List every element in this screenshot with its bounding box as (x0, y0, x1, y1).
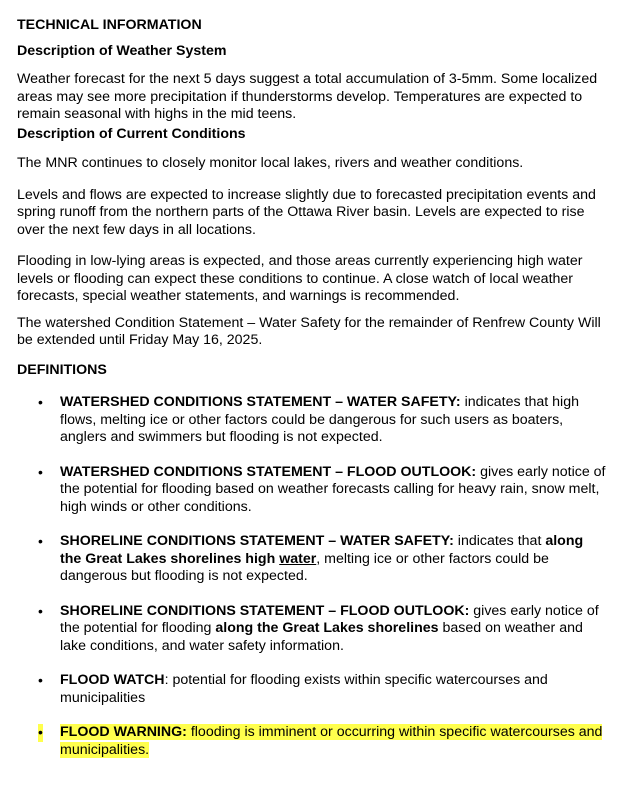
definition-term: WATERSHED CONDITIONS STATEMENT – FLOOD OUTLOOK: (60, 463, 477, 480)
definition-text: indicates that (453, 533, 546, 549)
definition-term: SHORELINE CONDITIONS STATEMENT – WATER SAFETY: (60, 533, 454, 549)
bullet-icon: • (38, 672, 43, 688)
definition-item-watershed-water-safety (17, 394, 607, 447)
conditions-paragraph-3: Flooding in low-lying areas is expected, and those areas currently experiencing high water levels or flooding can expect these conditions to continue. A close watch of local weather forecasts, special weather statements, and warnings is recommended. (17, 253, 583, 304)
bullet-icon: • (38, 533, 43, 549)
conditions-paragraph-4: The watershed Condition Statement – Water Safety for the remainder of Renfrew County Will be extended until Friday May 16, 2025. (17, 314, 601, 348)
definition-term: FLOOD WARNING: (60, 724, 187, 740)
definition-term: WATERSHED CONDITIONS STATEMENT – WATER SAFETY: (60, 394, 461, 410)
bullet-icon: • (38, 724, 43, 740)
definition-text: gives early notice of the potential for flooding based on weather forecasts calling for heavy rain, snow melt, high winds or other conditions. (60, 463, 606, 515)
definition-emphasis: along the Great Lakes shorelines high (60, 533, 584, 567)
definition-text-continued: based on weather and lake conditions, and water safety information. (60, 620, 583, 654)
definition-item-watershed-flood-outlook (17, 464, 607, 517)
definition-emphasis: along the Great Lakes shorelines (215, 620, 439, 636)
definition-item-flood-warning (17, 724, 607, 759)
weather-system-heading: Description of Weather System (17, 42, 227, 59)
definition-text-continued: , melting ice or other factors could be dangerous but flooding is not expected. (60, 550, 549, 584)
conditions-paragraph-2: Levels and flows are expected to increase slightly due to forecasted precipitation events and spring runoff from the northern parts of the Ottawa River basin. Levels are expected to rise over the next few days in all locations. (17, 186, 596, 238)
definitions-heading: DEFINITIONS (17, 361, 107, 378)
definition-text: indicates that high flows, melting ice or other factors could be dangerous for such users as boaters, anglers and swimmers but flooding is not expected. (60, 394, 579, 445)
definition-text: flooding is imminent or occurring within specific watercourses and municipalities. (60, 724, 603, 758)
definition-term: FLOOD WATCH (60, 672, 165, 688)
definition-underlined-emphasis: water (279, 550, 317, 567)
bullet-icon: • (38, 394, 43, 410)
bullet-icon: • (38, 463, 43, 480)
bullet-icon: • (38, 602, 43, 619)
definition-item-flood-watch (17, 672, 607, 707)
current-conditions-heading: Description of Current Conditions (17, 125, 246, 142)
weather-system-text: Weather forecast for the next 5 days suggest a total accumulation of 3-5mm. Some localized areas may see more precipitation if thunderstorms develop. Temperatures are expected to remain seasonal with highs in the mid teens. (17, 71, 598, 122)
document-title: TECHNICAL INFORMATION (17, 17, 202, 33)
definition-term: SHORELINE CONDITIONS STATEMENT – FLOOD OUTLOOK: (60, 602, 470, 619)
document-page (17, 17, 607, 759)
definition-text: : potential for flooding exists within specific watercourses and municipalities (60, 672, 548, 706)
conditions-paragraph-1: The MNR continues to closely monitor local lakes, rivers and weather conditions. (17, 155, 524, 171)
definition-item-shoreline-water-safety (17, 533, 607, 586)
definition-item-shoreline-flood-outlook (17, 603, 607, 656)
definitions-list (17, 394, 607, 759)
definition-text: gives early notice of the potential for flooding (60, 602, 599, 636)
